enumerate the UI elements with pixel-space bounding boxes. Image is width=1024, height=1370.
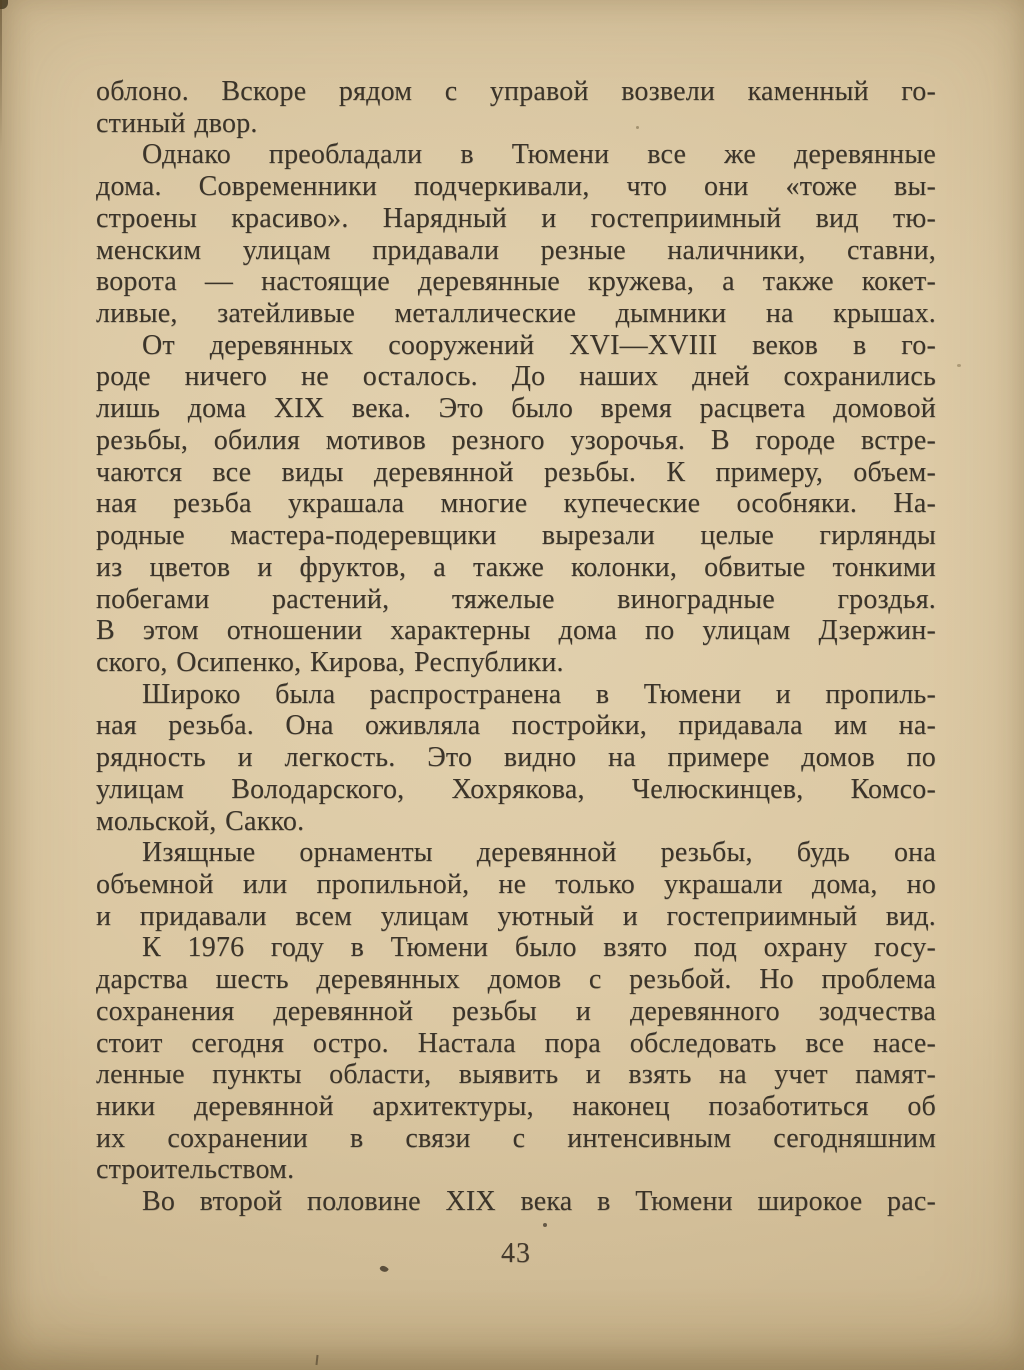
text-line: мольской, Сакко. [96, 805, 305, 837]
text-line: и придавали всем улицам уютный и гостеприимный вид. [96, 900, 936, 932]
text-line: ленные пункты области, выявить и взять на учет памят- [96, 1059, 936, 1091]
page-number: 43 [501, 1238, 531, 1269]
text-line: Однако преобладали в Тюмени все же деревянные [142, 139, 936, 171]
text-line: дома. Современники подчеркивали, что они «тоже вы- [96, 171, 936, 203]
text-line: Изящные орнаменты деревянной резьбы, будь она [142, 837, 936, 869]
text-line: Во второй половине XIX века в Тюмени широкое рас- [142, 1186, 936, 1218]
text-line: К 1976 году в Тюмени было взято под охрану госу- [142, 932, 936, 964]
text-line: стоит сегодня остро. Настала пора обследовать все насе- [96, 1027, 936, 1059]
text-line: ная резьба украшала многие купеческие особняки. На- [96, 488, 936, 520]
scan-speck [543, 1223, 547, 1227]
text-line: Широко была распространена в Тюмени и пропиль- [142, 678, 936, 710]
scan-speck [315, 1355, 318, 1365]
text-line: облоно. Вскоре рядом с управой возвели каменный го- [96, 76, 936, 107]
text-line: из цветов и фруктов, а также колонки, обвитые тонкими [96, 551, 936, 583]
text-line: родные мастера-подеревщики вырезали целые гирлянды [96, 520, 936, 552]
text-line: стиный двор. [96, 107, 258, 139]
scan-corner-mark [0, 0, 8, 9]
text-line: лишь дома XIX века. Это было время расцвета домовой [96, 393, 936, 425]
text-line: их сохранении в связи с интенсивным сегодняшним [96, 1122, 936, 1154]
text-line: сохранения деревянной резьбы и деревянного зодчества [96, 995, 936, 1027]
text-line: чаются все виды деревянной резьбы. К примеру, объем- [96, 456, 936, 488]
text-line: улицам Володарского, Хохрякова, Челюскинцев, Комсо- [96, 773, 936, 805]
text-line: роде ничего не осталось. До наших дней сохранились [96, 361, 936, 393]
scan-edge-shadow [0, 0, 2, 150]
text-line: побегами растений, тяжелые виноградные гроздья. [96, 583, 936, 615]
text-line: строены красиво». Нарядный и гостеприимный вид тю- [96, 202, 936, 234]
text-line: строительством. [96, 1154, 295, 1186]
scan-speck [957, 364, 961, 367]
text-line: объемной или пропильной, не только украшали дома, но [96, 868, 936, 900]
text-line: От деревянных сооружений XVI—XVIII веков в го- [142, 329, 936, 361]
text-block [96, 76, 936, 1218]
text-line: ники деревянной архитектуры, наконец позаботиться об [96, 1091, 936, 1122]
text-line: резьбы, обилия мотивов резного узорочья. В городе встре- [96, 424, 936, 456]
text-line: ливые, затейливые металлические дымники на крышах. [96, 298, 936, 330]
text-line: дарства шесть деревянных домов с резьбой. Но проблема [96, 964, 936, 996]
text-line: ная резьба. Она оживляла постройки, придавала им на- [96, 710, 936, 742]
text-line: ского, Осипенко, Кирова, Республики. [96, 646, 564, 678]
text-line: рядность и легкость. Это видно на примере домов по [96, 742, 936, 774]
text-line: В этом отношении характерны дома по улицам Дзержин- [96, 615, 936, 647]
text-line: ворота — настоящие деревянные кружева, а также кокет- [96, 266, 936, 298]
text-line: менским улицам придавали резные наличники, ставни, [96, 234, 936, 266]
